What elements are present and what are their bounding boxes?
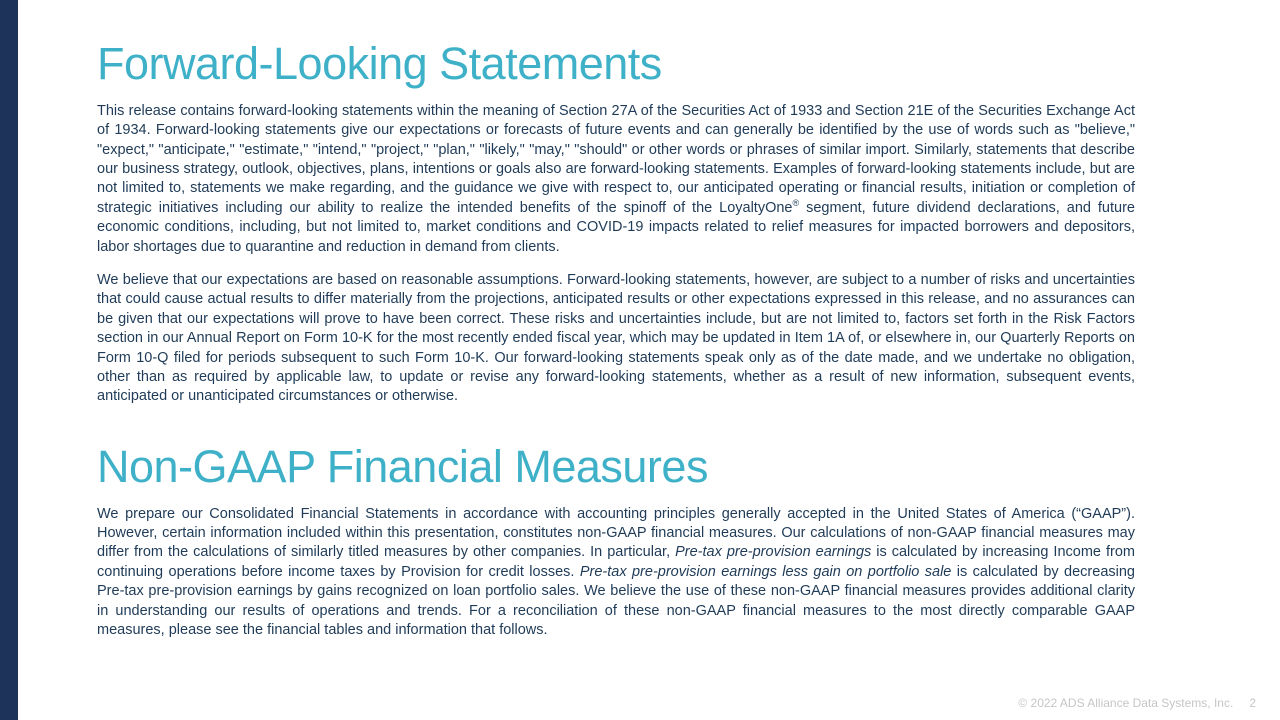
copyright-text: © 2022 ADS Alliance Data Systems, Inc. (1018, 696, 1234, 710)
forward-looking-paragraph-1: This release contains forward-looking statements within the meaning of Section 27A of the Securities Act of 1933 and Section 21E of the Securities Exchange Act of 1934. Forward-looking statements give our expectations or forecasts of future events and can generally be identified by the use of words such as "believe," "expect," "anticipate," "estimate," "intend," "project," "plan," "likely," "may," "should" or other words or phrases of similar import. Similarly, statements that describe our business strategy, outlook, objectives, plans, intentions or goals also are forward-looking statements. Examples of forward-looking statements include, but are not limited to, statements we make regarding, and the guidance we give with respect to, our anticipated operating or financial results, initiation or completion of strategic initiatives including our ability to realize the intended benefits of the spinoff of the LoyaltyOne® segment, future dividend declarations, and future economic conditions, including, but not limited to, market conditions and COVID-19 impacts related to relief measures for impacted borrowers and depositors, labor shortages due to quarantine and reduction in demand from clients. (97, 102, 1135, 255)
slide-footer (1018, 696, 1256, 710)
forward-looking-title: Forward-Looking Statements (97, 38, 662, 89)
non-gaap-paragraph-1: We prepare our Consolidated Financial Statements in accordance with accounting principles generally accepted in the United States of America (“GAAP”). However, certain information included within this presentation, constitutes non-GAAP financial measures. Our calculations of non-GAAP financial measures may differ from the calculations of similarly titled measures by other companies. In particular, Pre-tax pre-provision earnings is calculated by increasing Income from continuing operations before income taxes by Provision for credit losses. Pre-tax pre-provision earnings less gain on portfolio sale is calculated by decreasing Pre-tax pre-provision earnings by gains recognized on loan portfolio sales. We believe the use of these non-GAAP financial measures provides additional clarity in understanding our results of operations and trends. For a reconciliation of these non-GAAP financial measures to the most directly comparable GAAP measures, please see the financial tables and information that follows. (97, 505, 1135, 639)
slide-content (97, 38, 1135, 654)
section-forward-looking-statements (97, 38, 1135, 407)
left-accent-bar (0, 0, 18, 720)
forward-looking-paragraph-2: We believe that our expectations are based on reasonable assumptions. Forward-looking statements, however, are subject to a number of risks and uncertainties that could cause actual results to differ materially from the projections, anticipated results or other expectations expressed in this release, and no assurances can be given that our expectations will prove to have been correct. These risks and uncertainties include, but are not limited to, factors set forth in the Risk Factors section in our Annual Report on Form 10-K for the most recently ended fiscal year, which may be updated in Item 1A of, or elsewhere in, our Quarterly Reports on Form 10-Q filed for periods subsequent to such Form 10-K. Our forward-looking statements speak only as of the date made, and we undertake no obligation, other than as required by applicable law, to update or revise any forward-looking statements, whether as a result of new information, subsequent events, anticipated or unanticipated circumstances or otherwise. (97, 272, 1135, 405)
non-gaap-title: Non-GAAP Financial Measures (97, 440, 708, 492)
page-number: 2 (1249, 696, 1256, 710)
section-non-gaap-measures (97, 441, 1135, 641)
